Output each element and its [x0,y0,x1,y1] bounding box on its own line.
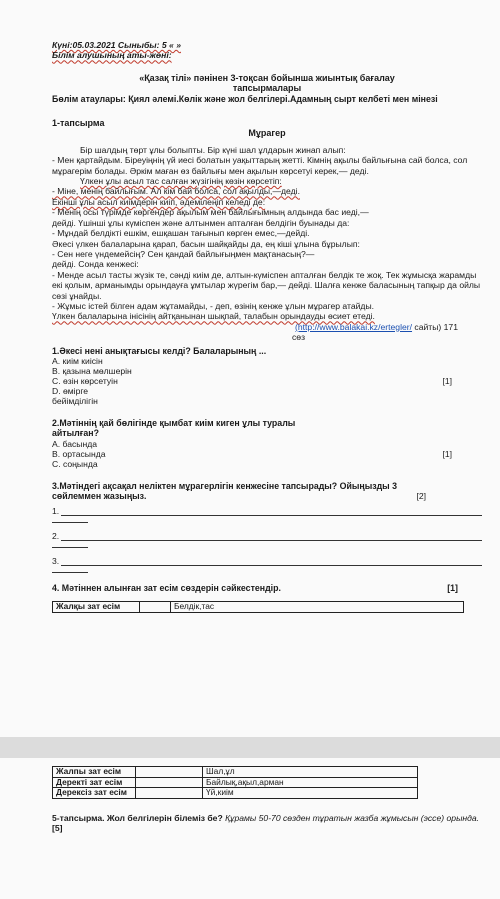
q2-option-b-row [52,449,482,459]
q2-points: [1] [442,448,452,459]
question-2-cont: айтылған? [52,428,99,439]
task5-points: [5] [52,823,63,834]
q1-option-d-cont: бейімділігін [52,395,98,406]
table-cell: Белдік,тас [171,602,464,613]
q4-points: [1] [447,582,458,593]
q1-option-c-row [52,376,482,386]
task1-label: 1-тапсырма [52,118,105,129]
q1-option-c: C. өзін көрсетуін [52,375,118,386]
question-4: 4. Мәтіннен алынған зат есім сөздерін сәйкестендір. [52,582,281,593]
story-paragraph: - Мұндай белдікті ешкім, ешқашан тағынып көрген емес,—дейді. [52,228,310,239]
table-cell-answer[interactable] [136,788,203,799]
source-words: сөз [292,332,306,343]
question-3: 3.Мәтіндегі ақсақал неліктен мұрагерлігін кенжесіне тапсырады? Ойыңызды 3 [52,480,398,491]
question-4-row [52,583,482,593]
section-names: Бөлім атаулары: Қиял әлемі.Көлік және жол белгілері.Адамның сырт келбеті мен мінезі [52,93,438,104]
table-cell: Байлық,ақыл,арман [203,777,418,788]
answer-line-1[interactable] [52,506,482,516]
date-class-line: Күні:05.03.2021 Сыныбы: 5 « » [52,40,181,50]
story-title: Мұрагер [248,128,286,139]
q2-option-c: C. соңында [52,458,98,469]
story-paragraph: Екінші ұлы асыл киімдерін киіп, әдемілеңіп келеді де: [52,196,266,207]
story-paragraph: дейді. Үшінші ұлы күміспен және алтынмен апталған белдігін буынады да: [52,217,350,228]
answer-line-number: 3. [52,555,60,566]
q3-points: [2] [416,491,426,502]
table-cell-answer[interactable] [136,777,203,788]
table-cell: Шал,ұл [203,767,418,778]
answer-line-3[interactable] [52,556,482,566]
story-paragraph: Әкесі үлкен балаларына қарап, басын шайқайды да, ең кіші ұлына бұрылып: [52,238,360,249]
story-paragraph: - Сен неге үндемейсің? Сен қандай байлығыңмен мақтанасың?— [52,248,315,259]
answer-line-2[interactable] [52,531,482,541]
table-row [53,788,418,799]
table-cell: Жалпы зат есім [53,767,136,778]
question-1: 1.Әкесі нені анықтағысы келді? Балаларының ... [52,345,267,356]
q1-option-a: A. киім киісін [52,355,103,366]
story-paragraph: дейді. Сонда кенжесі: [52,259,139,270]
table-cell-answer[interactable] [136,767,203,778]
answer-line-number: 2. [52,530,60,541]
q1-option-d: D. өмірге [52,385,89,396]
q1-option-b: B. қазына мөлшерін [52,365,132,376]
worksheet-page-2 [0,758,500,899]
story-paragraph: - Мен қартайдым. Біреуіңнің үй иесі болатын уақыттарың жетті. Кімнің ақылы байлығына сай болса, сол мұрагерім болады. Әркім маған өз байлығы мен ақылын көрсетуі керек,— деді. [52,155,468,176]
student-name-line: Білім алушының аты-жөні: [52,50,172,61]
matching-table-top [52,601,464,613]
page-title-2: тапсырмалары [232,83,302,94]
answer-line-3-cont[interactable] [52,566,88,573]
story-paragraph: Үлкен ұлы асыл тас салған жүзігінің көзін көрсетіп: [80,176,282,187]
question-2: 2.Мәтіннің қай бөлігінде қымбат киім киген ұлы туралы [52,417,296,428]
table-cell: Деректі зат есім [53,777,136,788]
answer-line-2-cont[interactable] [52,541,88,548]
table-row [53,602,464,613]
source-line [52,322,482,332]
q2-option-a: A. басында [52,438,98,449]
story-paragraph: Бір шалдың төрт ұлы болыпты. Бір күні шал ұлдарын жинап алып: [80,144,346,155]
story-paragraph: - Менің осы түрімде көргендер ақылым мен байлығымның алдында бас иеді,— [52,207,369,218]
task5-title: 5-тапсырма. Жол белгілерін білеміз бе? [52,812,223,823]
page-title: «Қазақ тілі» пәнінен 3-тоқсан бойынша жиынтық бағалау [139,72,395,83]
q2-option-b: B. ортасында [52,448,106,459]
answer-line-1-cont[interactable] [52,516,88,523]
table-row [53,767,418,778]
q1-points: [1] [442,375,452,386]
table-cell: Үй,киім [203,788,418,799]
story-paragraph: Үлкен балаларына інісінің айтқанынан шықпай, талабын орындауды өсиет етеді. [52,311,375,322]
table-row [53,777,418,788]
table-cell: Жалқы зат есім [53,602,140,613]
question-3-cont: сөйлеммен жазыңыз. [52,491,147,502]
story-paragraph: - Менде асыл тасты жүзік те, сәнді киім де, алтын-күміспен апталған белдік те жоқ. Тек жұмысқа жарамды екі қолым, арманымды орындауға ұмтылар жүрегім бар,— дейді. Шалға кенже баласының тапқыр да ойлы сөзі ұнайды. [52,269,481,301]
source-rest: сайты) 171 [412,321,458,332]
source-link[interactable]: (http://www.balakai.kz/ertegler/ [295,321,413,332]
question-3-cont-row [52,491,482,501]
task5-instruction: Құрамы 50-70 сөзден тұратын жазба жұмысын (эссе) орында. [222,812,480,823]
table-cell: Дерексіз зат есім [53,788,136,799]
page-separator [0,737,500,758]
answer-line-number: 1. [52,505,60,516]
task5-text [52,813,482,823]
story-paragraph: - Міне, менің байлығым. Ал кім бай болса, сол ақылды,—деді. [52,186,300,197]
matching-table-bottom [52,766,418,799]
story-paragraph: - Жұмыс істей білген адам жұтамайды, - деп, өзінің кенже ұлын мұрагер атайды. [52,300,375,311]
table-cell-answer[interactable] [140,602,171,613]
